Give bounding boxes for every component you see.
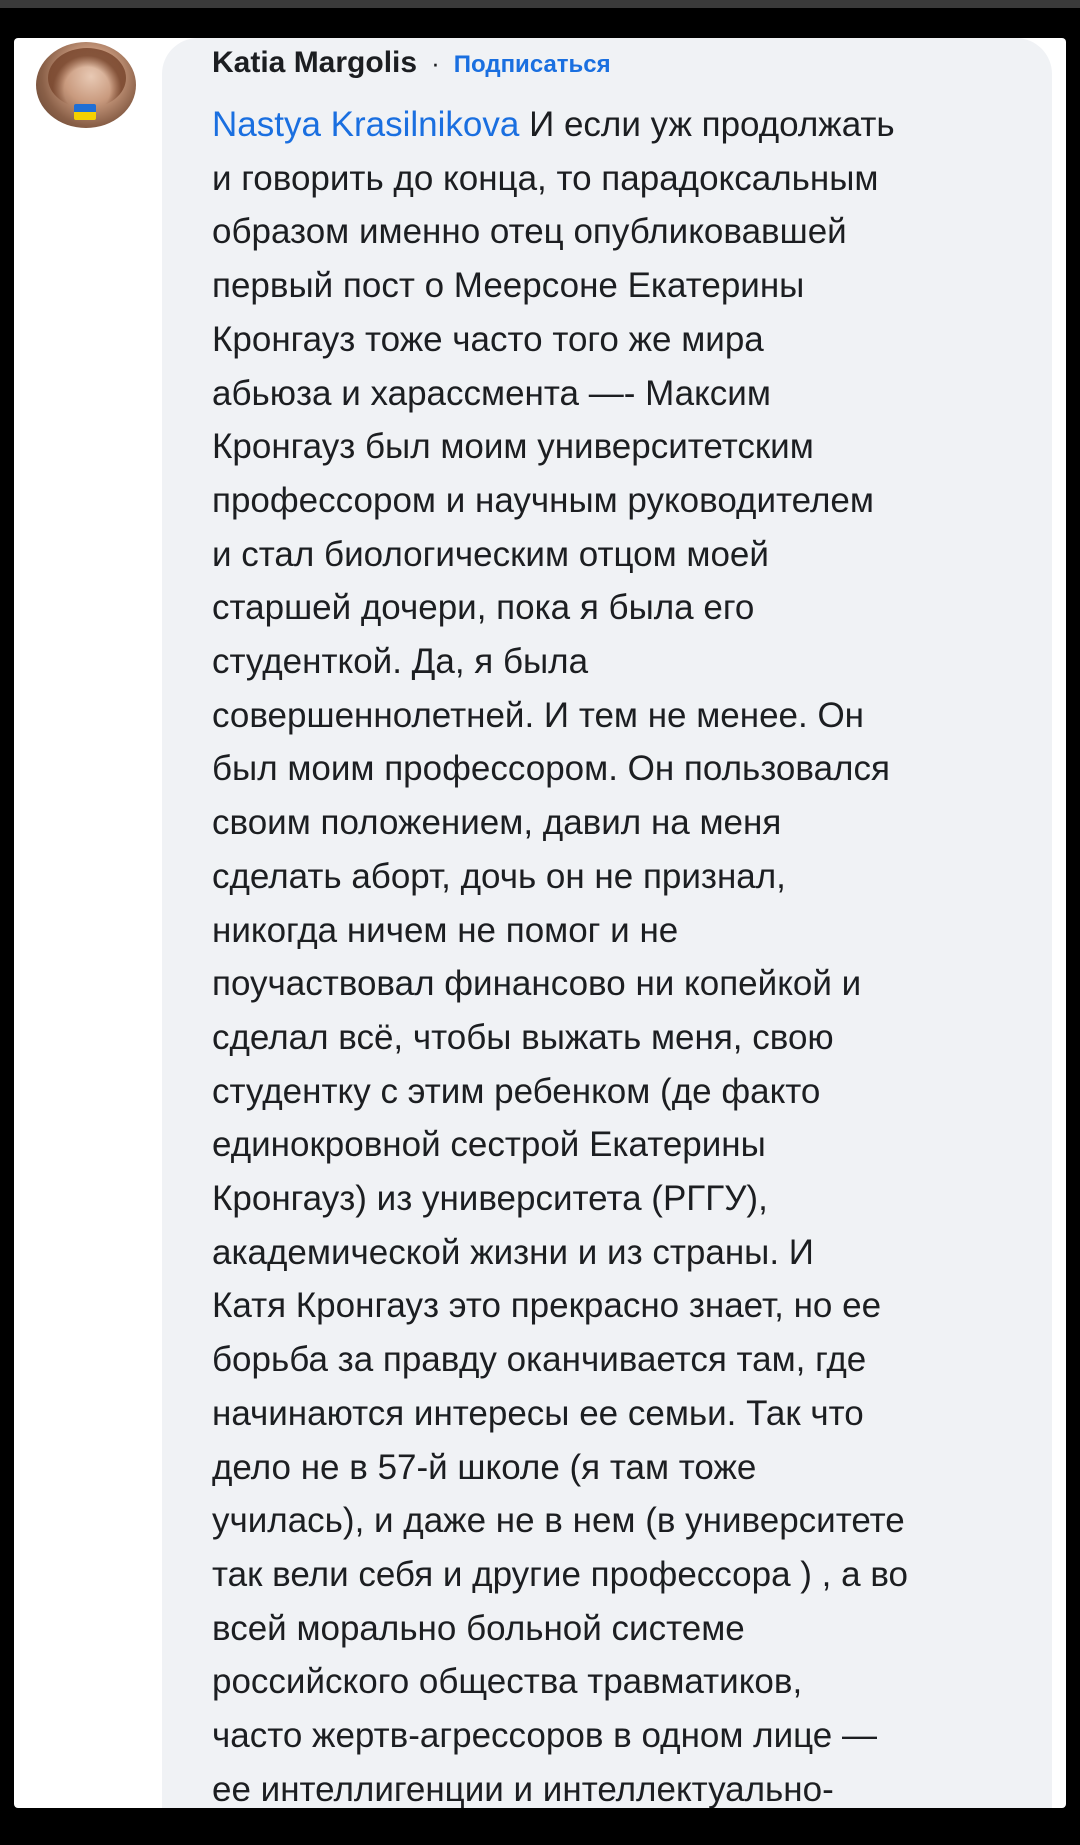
comment-header	[212, 46, 611, 96]
avatar[interactable]	[36, 42, 136, 128]
comment-line: и стал биологическим отцом моей	[212, 534, 769, 574]
comment-line: Катя Кронгауз это прекрасно знает, но ее	[212, 1286, 882, 1326]
comment-line: никогда ничем не помог и не	[212, 910, 679, 950]
comment-line: студентку с этим ребенком (де факто	[212, 1071, 821, 1111]
comment-line: сделать аборт, дочь он не признал,	[212, 856, 786, 896]
comment-bubble	[162, 38, 1052, 1808]
comment-line: Кронгауз) из университета (РГГУ),	[212, 1179, 768, 1219]
comment-line: дело не в 57-й школе (я там тоже	[212, 1447, 757, 1487]
comment-line: первый пост о Меерсоне Екатерины	[212, 266, 805, 306]
mention-link[interactable]: Nastya Krasilnikova	[212, 105, 520, 144]
comment-line: поучаствовал финансово ни копейкой и	[212, 964, 862, 1004]
comment-line	[212, 98, 1022, 152]
comment-line: Кронгауз тоже часто того же мира	[212, 319, 764, 359]
comment-line: российского общества травматиков,	[212, 1662, 803, 1702]
comment-line: был моим профессором. Он пользовался	[212, 749, 890, 789]
author-name[interactable]: Katia Margolis	[212, 46, 418, 79]
comment-line: всей морально больной системе	[212, 1608, 745, 1648]
comment-line: единокровной сестрой Екатерины	[212, 1125, 766, 1165]
comment-line: образом именно отец опубликовавшей	[212, 212, 847, 252]
follow-button[interactable]: Подписаться	[453, 51, 611, 78]
comment-line: своим положением, давил на меня	[212, 803, 782, 843]
comment-line: сделал всё, чтобы выжать меня, свою	[212, 1017, 834, 1057]
avatar-photo	[48, 48, 126, 108]
comment-line: ее интеллигенции и интеллектуально-	[212, 1769, 834, 1808]
comment-line: так вели себя и другие профессора ) , а во	[212, 1554, 908, 1594]
comment-text	[212, 98, 1022, 1808]
comment-line: профессором и научным руководителем	[212, 480, 874, 520]
comment-line: студенткой. Да, я была	[212, 642, 589, 682]
comment-line: Кронгауз был моим университетским	[212, 427, 814, 467]
comment-line-text: И если уж продолжать	[519, 105, 895, 144]
comment-line: училась), и даже не в нем (в университете	[212, 1501, 905, 1541]
comment-line: часто жертв-агрессоров в одном лице —	[212, 1716, 877, 1756]
comment-line: абьюза и харассмента —- Максим	[212, 373, 771, 413]
comment-line: старшей дочери, пока я была его	[212, 588, 755, 628]
status-bar-strip	[0, 0, 1080, 8]
comment-line: борьба за правду оканчивается там, где	[212, 1340, 867, 1380]
comment-screen	[14, 38, 1066, 1808]
separator-dot: ·	[431, 48, 440, 78]
comment-line: академической жизни и из страны. И	[212, 1232, 814, 1272]
comment-line: совершеннолетней. И тем не менее. Он	[212, 695, 865, 735]
ukraine-flag-icon	[74, 104, 96, 120]
bottom-frame	[0, 1812, 1080, 1845]
comment-line: начинаются интересы ее семьи. Так что	[212, 1393, 864, 1433]
comment-line: и говорить до конца, то парадоксальным	[212, 158, 879, 198]
